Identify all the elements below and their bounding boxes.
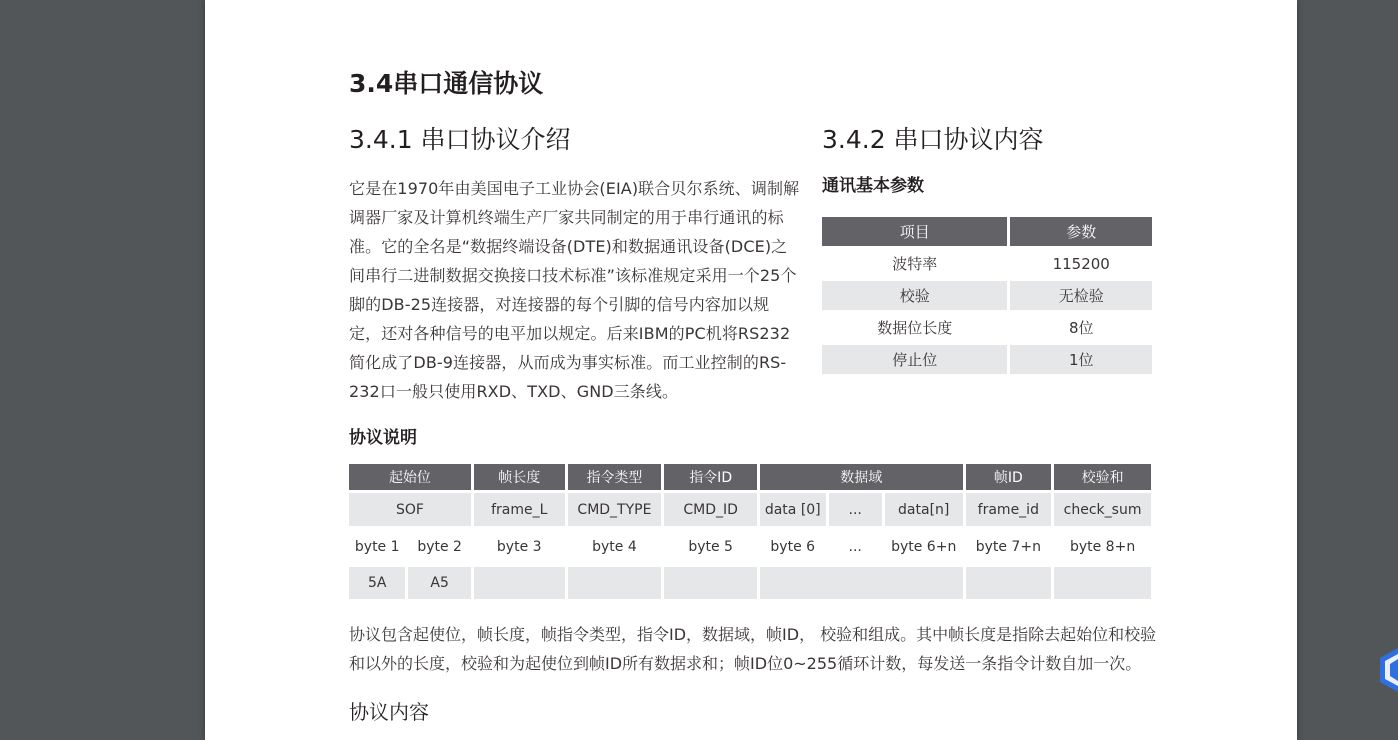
cell-empty (1054, 567, 1151, 599)
param-value: 1位 (1010, 345, 1152, 374)
header-frame-length: 帧长度 (474, 464, 565, 490)
table-row (822, 313, 1152, 342)
cell-frame-l: frame_L (474, 493, 565, 526)
protocol-description: 协议包含起使位，帧长度，帧指令类型，指令ID，数据域，帧ID， 校验和组成。其中帧长度是指除去起始位和校验和以外的长度，校验和为起使位到帧ID所有数据求和；帧ID位0~255循环计数，每发送一条指令计数自加一次。 (349, 625, 1157, 673)
cell-cmd-type: CMD_TYPE (568, 493, 662, 526)
cell-value: 5A (349, 567, 405, 599)
table-row (822, 345, 1152, 374)
cell-byte: byte 6+n (891, 538, 957, 555)
table-row (349, 567, 1151, 599)
cell-data-ellipsis: ... (829, 493, 882, 526)
cell-data-n: data[n] (885, 493, 963, 526)
cell-byte: byte 4 (592, 538, 637, 555)
params-header-item: 项目 (822, 217, 1007, 246)
document-page (205, 0, 1297, 740)
param-name: 数据位长度 (877, 319, 953, 337)
table-row (349, 493, 1151, 526)
header-frame-id: 帧ID (966, 464, 1052, 490)
table-row (822, 249, 1152, 278)
content-heading: 3.4.2 串口协议内容 (822, 125, 1044, 154)
cell-byte: byte 5 (688, 538, 733, 555)
section-heading: 3.4串口通信协议 (349, 69, 544, 98)
protocol-table (346, 461, 1154, 602)
header-cmd-type: 指令类型 (568, 464, 662, 490)
cell-byte: byte 3 (496, 538, 542, 555)
table-row (349, 529, 1151, 564)
param-value: 8位 (1068, 319, 1094, 337)
protocol-content-title: 协议内容 (349, 700, 429, 724)
cell-empty (966, 567, 1052, 599)
cell-byte: byte 6 (770, 538, 816, 555)
intro-paragraph: 它是在1970年由美国电子工业协会(EIA)联合贝尔系统、调制解调器厂家及计算机终端生产厂家共同制定的用于串行通讯的标准。它的全名是“数据终端设备(DTE)和数据通讯设备(DCE)之间串行二进制数据交换接口技术标准”该标准规定采用一个25个脚的DB-25连接器，对连接器的每个引脚的信号内容加以规定，还对各种信号的电平加以规定。后来IBM的PC机将RS232简化成了DB-9连接器，从而成为事实标准。而工业控制的RS-232口一般只使用RXD、TXD、GND三条线。 (349, 179, 800, 401)
header-sof: 起始位 (349, 464, 471, 490)
cell-byte: byte 7+n (975, 538, 1041, 555)
param-name: 波特率 (892, 255, 938, 273)
cell-frame-id: frame_id (966, 493, 1052, 526)
param-value: 无检验 (1010, 281, 1152, 310)
params-title: 通讯基本参数 (822, 176, 924, 196)
param-value: 115200 (1052, 254, 1110, 273)
protocol-title: 协议说明 (349, 428, 417, 448)
cell-data-0: data [0] (760, 493, 826, 526)
cell-sof: SOF (349, 493, 471, 526)
cell-byte: byte 8+n (1069, 538, 1136, 555)
params-table (819, 214, 1155, 377)
cell-empty (760, 567, 963, 599)
hexagon-badge-icon[interactable] (1378, 646, 1398, 694)
cell-cmd-id: CMD_ID (664, 493, 757, 526)
table-row (822, 281, 1152, 310)
params-header-value: 参数 (1010, 217, 1152, 246)
param-name: 校验 (822, 281, 1007, 310)
cell-value: A5 (408, 567, 470, 599)
param-name: 停止位 (822, 345, 1007, 374)
cell-check-sum: check_sum (1054, 493, 1151, 526)
header-checksum: 校验和 (1054, 464, 1151, 490)
cell-empty (568, 567, 662, 599)
cell-empty (474, 567, 565, 599)
header-data-field: 数据域 (760, 464, 963, 490)
intro-heading: 3.4.1 串口协议介绍 (349, 125, 571, 154)
cell-byte: byte 1 (354, 538, 400, 555)
cell-empty (664, 567, 757, 599)
header-cmd-id: 指令ID (664, 464, 757, 490)
cell-byte: ... (848, 538, 862, 555)
cell-byte: byte 2 (417, 538, 462, 555)
